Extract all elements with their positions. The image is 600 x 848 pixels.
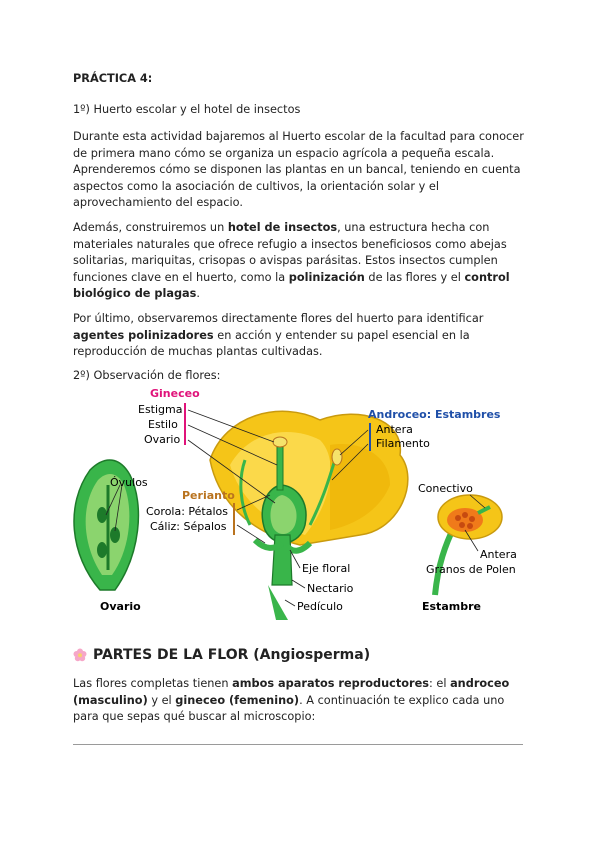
section-heading-text: PARTES DE LA FLOR (Angiosperma) [93,647,371,663]
caption-ovario: Ovario [100,600,141,613]
label-eje-floral: Eje floral [302,562,351,575]
label-granos-polen: Granos de Polen [426,563,516,576]
label-gineceo: Gineceo [150,387,200,400]
label-conectivo: Conectivo [418,482,473,495]
section-title-flores: 2º) Observación de flores: [73,369,221,382]
label-ovulos: Óvulos [110,476,148,489]
label-nectario: Nectario [307,582,354,595]
label-estigma: Estigma [138,403,183,416]
label-filamento: Filamento [376,437,430,450]
caption-estambre: Estambre [422,600,481,613]
section-heading-partes-flor [73,647,370,663]
label-caliz: Cáliz: Sépalos [150,520,227,533]
paragraph-huerto: Durante esta actividad bajaremos al Huerto escolar de la facultad para conocer de primera mano cómo se organiza un espacio agrícola a pequeña escala. Aprenderemos cómo se disponen las plantas en un bancal, teniendo en cuenta aspectos como la asociación de cultivos, la orientación solar y el aprovechamiento del espacio. [73,130,524,209]
label-pediculo: Pedículo [297,600,343,613]
section-title-huerto: 1º) Huerto escolar y el hotel de insectos [73,103,301,116]
paragraph-polinizadores: Por último, observaremos directamente flores del huerto para identificar agentes polinizadores en acción y entender su papel esencial en la reproducción de muchas plantas cultivadas. [73,312,484,358]
label-androceo: Androceo: Estambres [368,408,501,421]
paragraph-aparatos: Las flores completas tienen ambos aparatos reproductores: el androceo (masculino) y el gineceo (femenino). A continuación te explico cada uno para que sepas qué buscar al microscopio: [73,677,510,723]
label-antera-estambre: Antera [480,548,517,561]
label-perianto: Perianto [182,489,235,502]
flower-parts-diagram [60,385,520,620]
practice-title: PRÁCTICA 4: [73,72,153,85]
label-antera: Antera [376,423,413,436]
label-estilo: Estilo [148,418,178,431]
horizontal-divider [73,744,523,745]
stamen-illustration [435,495,502,595]
label-corola: Corola: Pétalos [146,505,229,518]
label-ovario: Ovario [144,433,181,446]
paragraph-hotel-insectos: Además, construiremos un hotel de insectos, una estructura hecha con materiales naturales que ofrece refugio a insectos beneficiosos como abejas solitarias, mariquitas, crisopas o avispas parásitas. Estos insectos cumplen funciones clave en el huerto, como la polinización de las flores y el control biológico de plagas. [73,221,510,300]
flower-icon [73,648,87,662]
